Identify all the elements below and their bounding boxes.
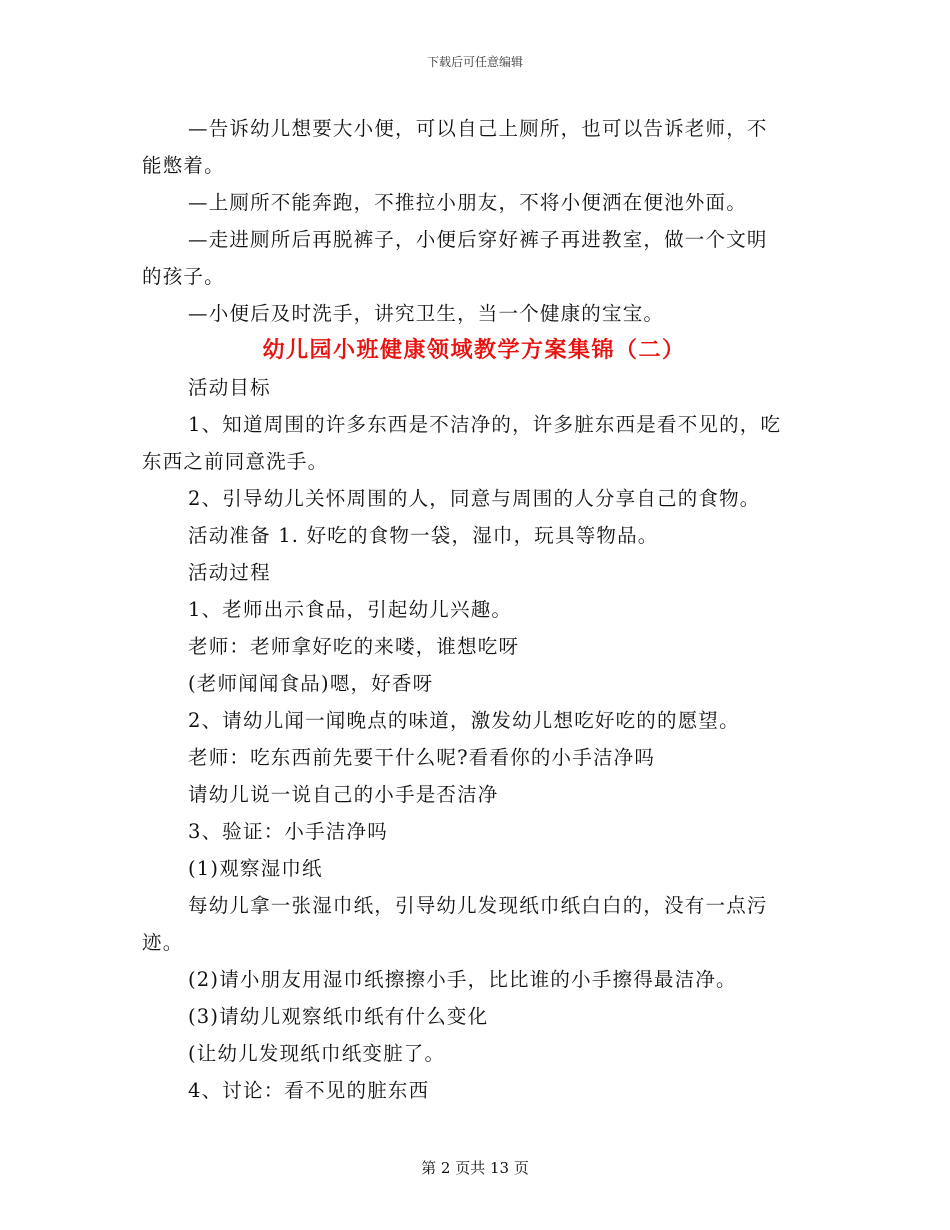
paragraph-line: 4、讨论：看不见的脏东西 [188, 1079, 430, 1102]
paragraph-line: 老师：吃东西前先要干什么呢?看看你的小手洁净吗 [188, 746, 656, 769]
paragraph-line: (老师闻闻食品)嗯，好香呀 [188, 672, 434, 695]
paragraph-line: 1、知道周围的许多东西是不洁净的，许多脏东西是看不见的，吃 [188, 413, 782, 436]
paragraph-line: 活动过程 [188, 561, 271, 584]
document-body [142, 110, 812, 1109]
paragraph-line: 活动目标 [188, 376, 271, 399]
page-footer: 第 2 页共 13 页 [421, 1159, 529, 1177]
paragraph-line: —走进厕所后再脱裤子，小便后穿好裤子再进教室，做一个文明 [188, 228, 768, 251]
paragraph-line: 请幼儿说一说自己的小手是否洁净 [188, 783, 499, 806]
section-title: 幼儿园小班健康领域教学方案集锦（二） [262, 337, 686, 363]
paragraph-line: 3、验证：小手洁净吗 [188, 820, 388, 843]
paragraph-line: —小便后及时洗手，讲究卫生，当一个健康的宝宝。 [188, 302, 665, 325]
paragraph-line: 迹。 [142, 931, 184, 954]
paragraph-line: 东西之前同意洗手。 [142, 450, 329, 473]
paragraph-line: (让幼儿发现纸巾纸变脏了。 [188, 1042, 446, 1065]
paragraph-line: 的孩子。 [142, 265, 225, 288]
paragraph-line: —上厕所不能奔跑，不推拉小朋友，不将小便洒在便池外面。 [188, 191, 747, 214]
paragraph-line: (1)观察湿巾纸 [188, 857, 323, 880]
paragraph-line: 能憋着。 [142, 154, 225, 177]
paragraph-line: 2、请幼儿闻一闻晚点的味道，激发幼儿想吃好吃的的愿望。 [188, 709, 740, 732]
paragraph-line: 2、引导幼儿关怀周围的人，同意与周围的人分享自己的食物。 [188, 487, 761, 510]
page-header: 下载后可任意编辑 [426, 55, 523, 69]
paragraph-line: (3)请幼儿观察纸巾纸有什么变化 [188, 1005, 489, 1028]
paragraph-line: 老师：老师拿好吃的来喽，谁想吃呀 [188, 635, 520, 658]
paragraph-line: (2)请小朋友用湿巾纸擦擦小手，比比谁的小手擦得最洁净。 [188, 968, 737, 991]
paragraph-line: 活动准备 1. 好吃的食物一袋，湿巾，玩具等物品。 [188, 524, 659, 547]
paragraph-line: 1、老师出示食品，引起幼儿兴趣。 [188, 598, 513, 621]
paragraph-line: 每幼儿拿一张湿巾纸，引导幼儿发现纸巾纸白白的，没有一点污 [188, 894, 768, 917]
paragraph-line: —告诉幼儿想要大小便，可以自己上厕所，也可以告诉老师，不 [188, 117, 768, 140]
